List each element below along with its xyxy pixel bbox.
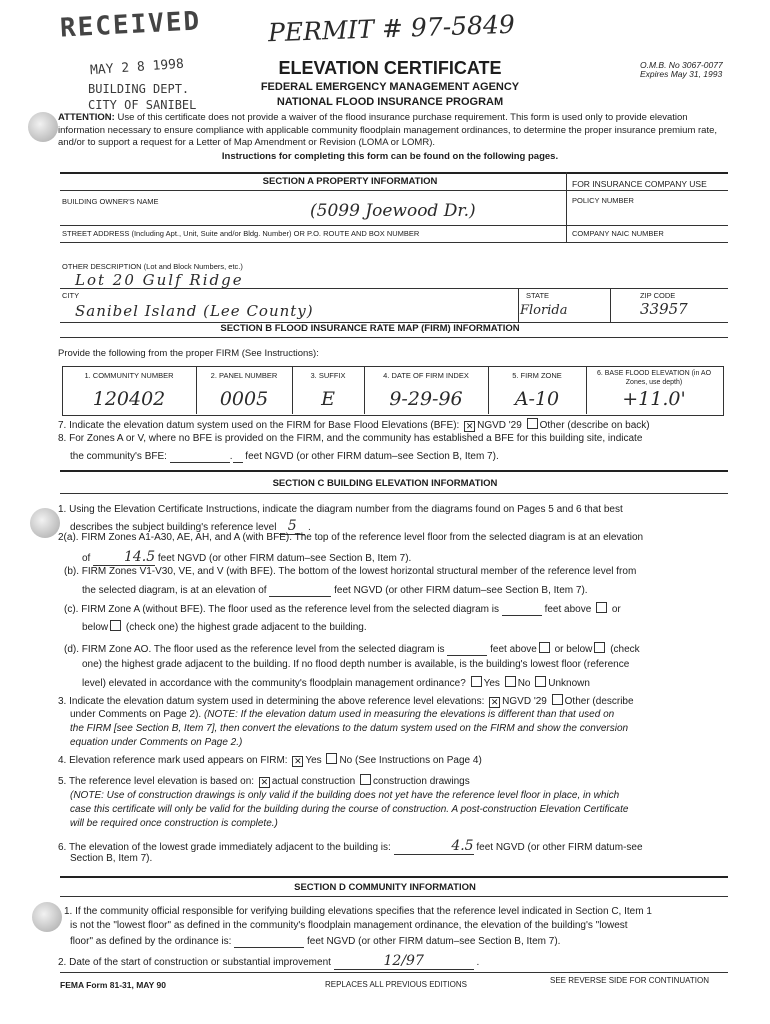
item-c5-note1: (NOTE: Use of construction drawings is only valid if the building does not yet have the reference level floor in place, in which [70,790,620,801]
form-title: ELEVATION CERTIFICATE [278,58,502,78]
item-c3-line3: the FIRM [see Section B, Item 7], then convert the elevations to the datum system used on the FIRM and show the conversion [70,723,629,734]
community-number-label: 1. COMMUNITY NUMBER [84,371,174,380]
item-c3-note: (NOTE: If the elevation datum used in measuring the elevations is different than that used on [203,709,615,720]
section-b-title: SECTION B FLOOD INSURANCE RATE MAP (FIRM) INFORMATION [220,323,520,334]
form-number: FEMA Form 81-31, MAY 90 [60,980,166,990]
item-d1-line1: 1. If the community official responsible for verifying building elevations specifies that the reference level indicated in Section C, Item 1 [64,906,652,917]
omb-number: O.M.B. No 3067-0077 [640,60,723,70]
policy-number-label: POLICY NUMBER [572,196,634,205]
zone-a-below-checkbox[interactable] [110,620,121,631]
item-b8-line1: 8. For Zones A or V, where no BFE is provided on the FIRM, and the community has established a BFE for this building site, indicate [58,433,643,444]
c3-other-label: Other (describe [564,696,634,707]
item-b7-text: 7. Indicate the elevation datum system used on the FIRM for Base Flood Elevations (BFE): [58,420,460,431]
item-b8-line2: the community's BFE: . feet NGVD (or other FIRM datum–see Section B, Item 7). [70,451,499,462]
attention-text: Use of this certificate does not provide a waiver of the flood insurance purchase requirement. This form is used only to provide elevation information necessary to ensure compliance with applicable community floodplain management ordinances, to determine the proper insurance premium rate, and/or to support a request for a Letter of Map Amendment or Revision (LOMA or LOMR). [58,112,718,148]
item-d1-line2: is not the "lowest floor" as defined in the community's floodplain management ordinance, the elevation of the building's "lowest [70,920,628,931]
base-flood-elevation-label: 6. BASE FLOOD ELEVATION (in AO Zones, use depth) [596,370,712,386]
item-c3-line2 [70,709,614,720]
item-c4-text: 4. Elevation reference mark used appears on FIRM: [58,755,288,766]
agency-name: FEDERAL EMERGENCY MANAGEMENT AGENCY [260,81,520,93]
punch-hole [32,902,62,932]
zone-ao-above-checkbox[interactable] [539,642,550,653]
zip-code-label: ZIP CODE [640,291,676,300]
ngvd29-label: NGVD '29 [477,420,522,431]
item-c2d-check: (check [610,644,640,655]
state-label: STATE [526,291,550,300]
reference-mark-yes-label: Yes [305,755,322,766]
item-c2d-text: (d). FIRM Zone AO. The floor used as the reference level from the selected diagram is [64,644,445,655]
item-c2c-line2 [82,620,367,633]
community-number-value: 120402 [92,388,166,410]
section-c-title: SECTION C BUILDING ELEVATION INFORMATION [272,478,498,489]
city-value: Sanibel Island (Lee County) [75,302,314,320]
section-a-title: SECTION A PROPERTY INFORMATION [262,176,438,187]
item-d2-text: 2. Date of the start of construction or substantial improvement [58,957,331,968]
lowest-floor-elevation-field[interactable] [234,936,304,948]
punch-hole [30,508,60,538]
stamp-date: MAY 2 8 1998 [89,56,185,79]
owner-name-label: BUILDING OWNER'S NAME [62,197,159,206]
section-b-intro: Provide the following from the proper FIRM (See Instructions): [58,348,319,359]
firm-zone-label: 5. FIRM ZONE [512,371,562,380]
item-c2d-below-label: or below [554,644,593,655]
item-c4 [58,753,482,767]
item-c4-suffix: (See Instructions on Page 4) [355,755,482,766]
other-datum-label: Other (describe on back) [539,420,650,431]
item-c2a-of: of [82,553,91,564]
item-c2a-suffix: feet NGVD (or other FIRM datum–see Section B, Item 7). [157,553,412,564]
attention-label: ATTENTION: [58,112,115,123]
expiration-date: Expires May 31, 1993 [640,69,723,79]
elevated-no-checkbox[interactable] [505,676,516,687]
firm-index-date-value: 9-29-96 [389,388,463,410]
stamp-city: CITY OF SANIBEL [88,98,197,112]
panel-number-value: 0005 [219,388,269,410]
c3-ngvd29-label: NGVD '29 [502,696,547,707]
attention-paragraph [58,112,728,150]
reference-floor-elevation-value[interactable]: 14.5 [93,549,155,566]
suffix-value: E [321,388,335,410]
item-c2a-line1: 2(a). FIRM Zones A1-A30, AE, AH, and A (with BFE). The top of the reference level floor from the selected diagram is at an elevation [58,532,644,543]
insurance-use-label: FOR INSURANCE COMPANY USE [572,179,707,189]
item-c2b-suffix: feet NGVD (or other FIRM datum–see Section B, Item 7). [334,585,588,596]
firm-index-date-label: 4. DATE OF FIRM INDEX [383,371,469,380]
item-c1-line1: 1. Using the Elevation Certificate Instructions, indicate the diagram number from the diagrams found on Pages 5 and 6 that best [58,504,623,515]
zone-a-above-checkbox[interactable] [596,602,607,613]
item-c3-text: 3. Indicate the elevation datum system used in determining the above reference level elevations: [58,696,485,707]
item-c2c-above-label: feet above [544,604,592,615]
item-b7 [58,418,738,432]
punch-hole [28,112,58,142]
permit-number: PERMIT # 97-5849 [267,9,516,48]
state-value: Florida [520,303,568,318]
item-c2b-line2 [82,585,588,597]
item-c5-note2: case this certificate will only be valid for the building during the course of construction. A post-construction Elevation Certificate [70,804,629,815]
community-bfe-suffix: feet NGVD (or other FIRM datum–see Section B, Item 7). [245,451,499,462]
instructions-note: Instructions for completing this form can be found on the following pages. [221,151,559,162]
ngvd29-checkbox[interactable]: ✕ [465,421,474,431]
replaces-note: REPLACES ALL PREVIOUS EDITIONS [325,980,467,989]
item-c5 [58,774,470,788]
item-c3-line1 [58,694,634,708]
item-c2d-line1 [64,642,640,656]
other-description-value: Lot 20 Gulf Ridge [75,271,244,289]
actual-construction-label: actual construction [271,776,356,787]
c3-other-checkbox[interactable] [552,694,563,705]
construction-drawings-label: construction drawings [373,776,470,787]
item-c6-line2: Section B, Item 7). [70,853,153,864]
stamp-dept: BUILDING DEPT. [88,82,190,96]
item-c2c-or: or [611,604,621,615]
item-c2c-suffix: (check one) the highest grade adjacent to the building. [125,622,367,633]
community-bfe-field[interactable] [170,451,230,463]
zone-a-height-field[interactable] [502,604,542,616]
diagram-number-value[interactable]: 5 [279,518,305,535]
naic-number-label: COMPANY NAIC NUMBER [572,229,664,238]
item-c2a-line2 [82,549,411,566]
item-c2d-line2: one) the highest grade adjacent to the building. If no flood depth number is available, is the building's lowest floor (reference [82,659,630,670]
zone-ao-below-checkbox[interactable] [594,642,605,653]
reference-mark-no-label: No [339,755,353,766]
item-c3-line4: equation under Comments on Page 2.) [70,737,243,748]
item-d1-text: floor" as defined by the ordinance is: [70,936,232,947]
item-c2c-below-label: below [82,622,109,633]
base-flood-elevation-value: +11.0' [622,388,686,410]
suffix-label: 3. SUFFIX [310,371,346,380]
reference-mark-no-checkbox[interactable] [326,753,337,764]
item-c2b-line1: (b). FIRM Zones V1-V30, VE, and V (with BFE). The bottom of the lowest horizontal structural member of the reference level from [64,566,637,577]
item-c2b-text: the selected diagram, is at an elevation of [82,585,267,596]
street-address-label: STREET ADDRESS (Including Apt., Unit, Suite and/or Bldg. Number) OR P.O. ROUTE AND BOX NUMBER [62,229,420,238]
item-c5-note3: will be required once construction is complete.) [70,818,278,829]
item-c2c-text: (c). FIRM Zone A (without BFE). The floor used as the reference level from the selected diagram is [64,604,499,615]
other-description-label: OTHER DESCRIPTION (Lot and Block Numbers, etc.) [62,262,243,271]
item-c3-comments: under Comments on Page 2). [70,709,202,720]
continuation-note: SEE REVERSE SIDE FOR CONTINUATION [550,976,709,985]
other-datum-checkbox[interactable] [527,418,538,429]
item-d1-line3 [70,936,560,948]
section-d-title: SECTION D COMMUNITY INFORMATION [294,882,476,893]
item-c2c-line1 [64,602,621,616]
received-stamp: RECEIVED [59,6,202,44]
zone-ao-height-field[interactable] [447,644,487,656]
item-c2d-question: level) elevated in accordance with the community's floodplain management ordinance? [82,678,466,689]
lowest-grade-elevation-value[interactable]: 4.5 [394,838,474,855]
firm-zone-value: A-10 [514,388,560,410]
community-bfe-decimal[interactable] [233,451,243,463]
elevated-unknown-label: Unknown [548,678,590,689]
item-c6-text: 6. The elevation of the lowest grade immediately adjacent to the building is: [58,842,391,853]
community-bfe-label: the community's BFE: [70,451,167,462]
elevated-unknown-checkbox[interactable] [535,676,546,687]
item-d2: 2. Date of the start of construction or substantial improvement 12/97 . [58,953,480,969]
item-c2d-line3 [82,676,590,689]
item-c2d-above-label: feet above [490,644,537,655]
construction-start-date-value[interactable]: 12/97 [334,953,474,970]
construction-drawings-checkbox[interactable] [360,774,371,785]
panel-number-label: 2. PANEL NUMBER [210,371,278,380]
actual-construction-checkbox[interactable]: ✕ [260,777,269,787]
street-address-value: (5099 Joewood Dr.) [310,201,476,221]
item-c5-text: 5. The reference level elevation is based on: [58,776,255,787]
item-d1-suffix: feet NGVD (or other FIRM datum–see Section B, Item 7). [307,936,561,947]
item-c1-line2: describes the subject building's reference level 5 . [70,518,311,534]
elevated-yes-checkbox[interactable] [471,676,482,687]
c3-ngvd29-checkbox[interactable]: ✕ [490,697,499,707]
item-c6-suffix: feet NGVD (or other FIRM datum-see [476,842,643,853]
structural-member-elevation-field[interactable] [269,585,331,597]
zip-code-value: 33957 [640,300,688,318]
elevated-yes-label: Yes [483,678,500,689]
city-label: CITY [62,291,80,300]
program-name: NATIONAL FLOOD INSURANCE PROGRAM [276,96,504,108]
elevated-no-label: No [517,678,531,689]
reference-mark-yes-checkbox[interactable]: ✕ [294,756,302,766]
reference-level-label: describes the subject building's reference level [70,522,277,533]
